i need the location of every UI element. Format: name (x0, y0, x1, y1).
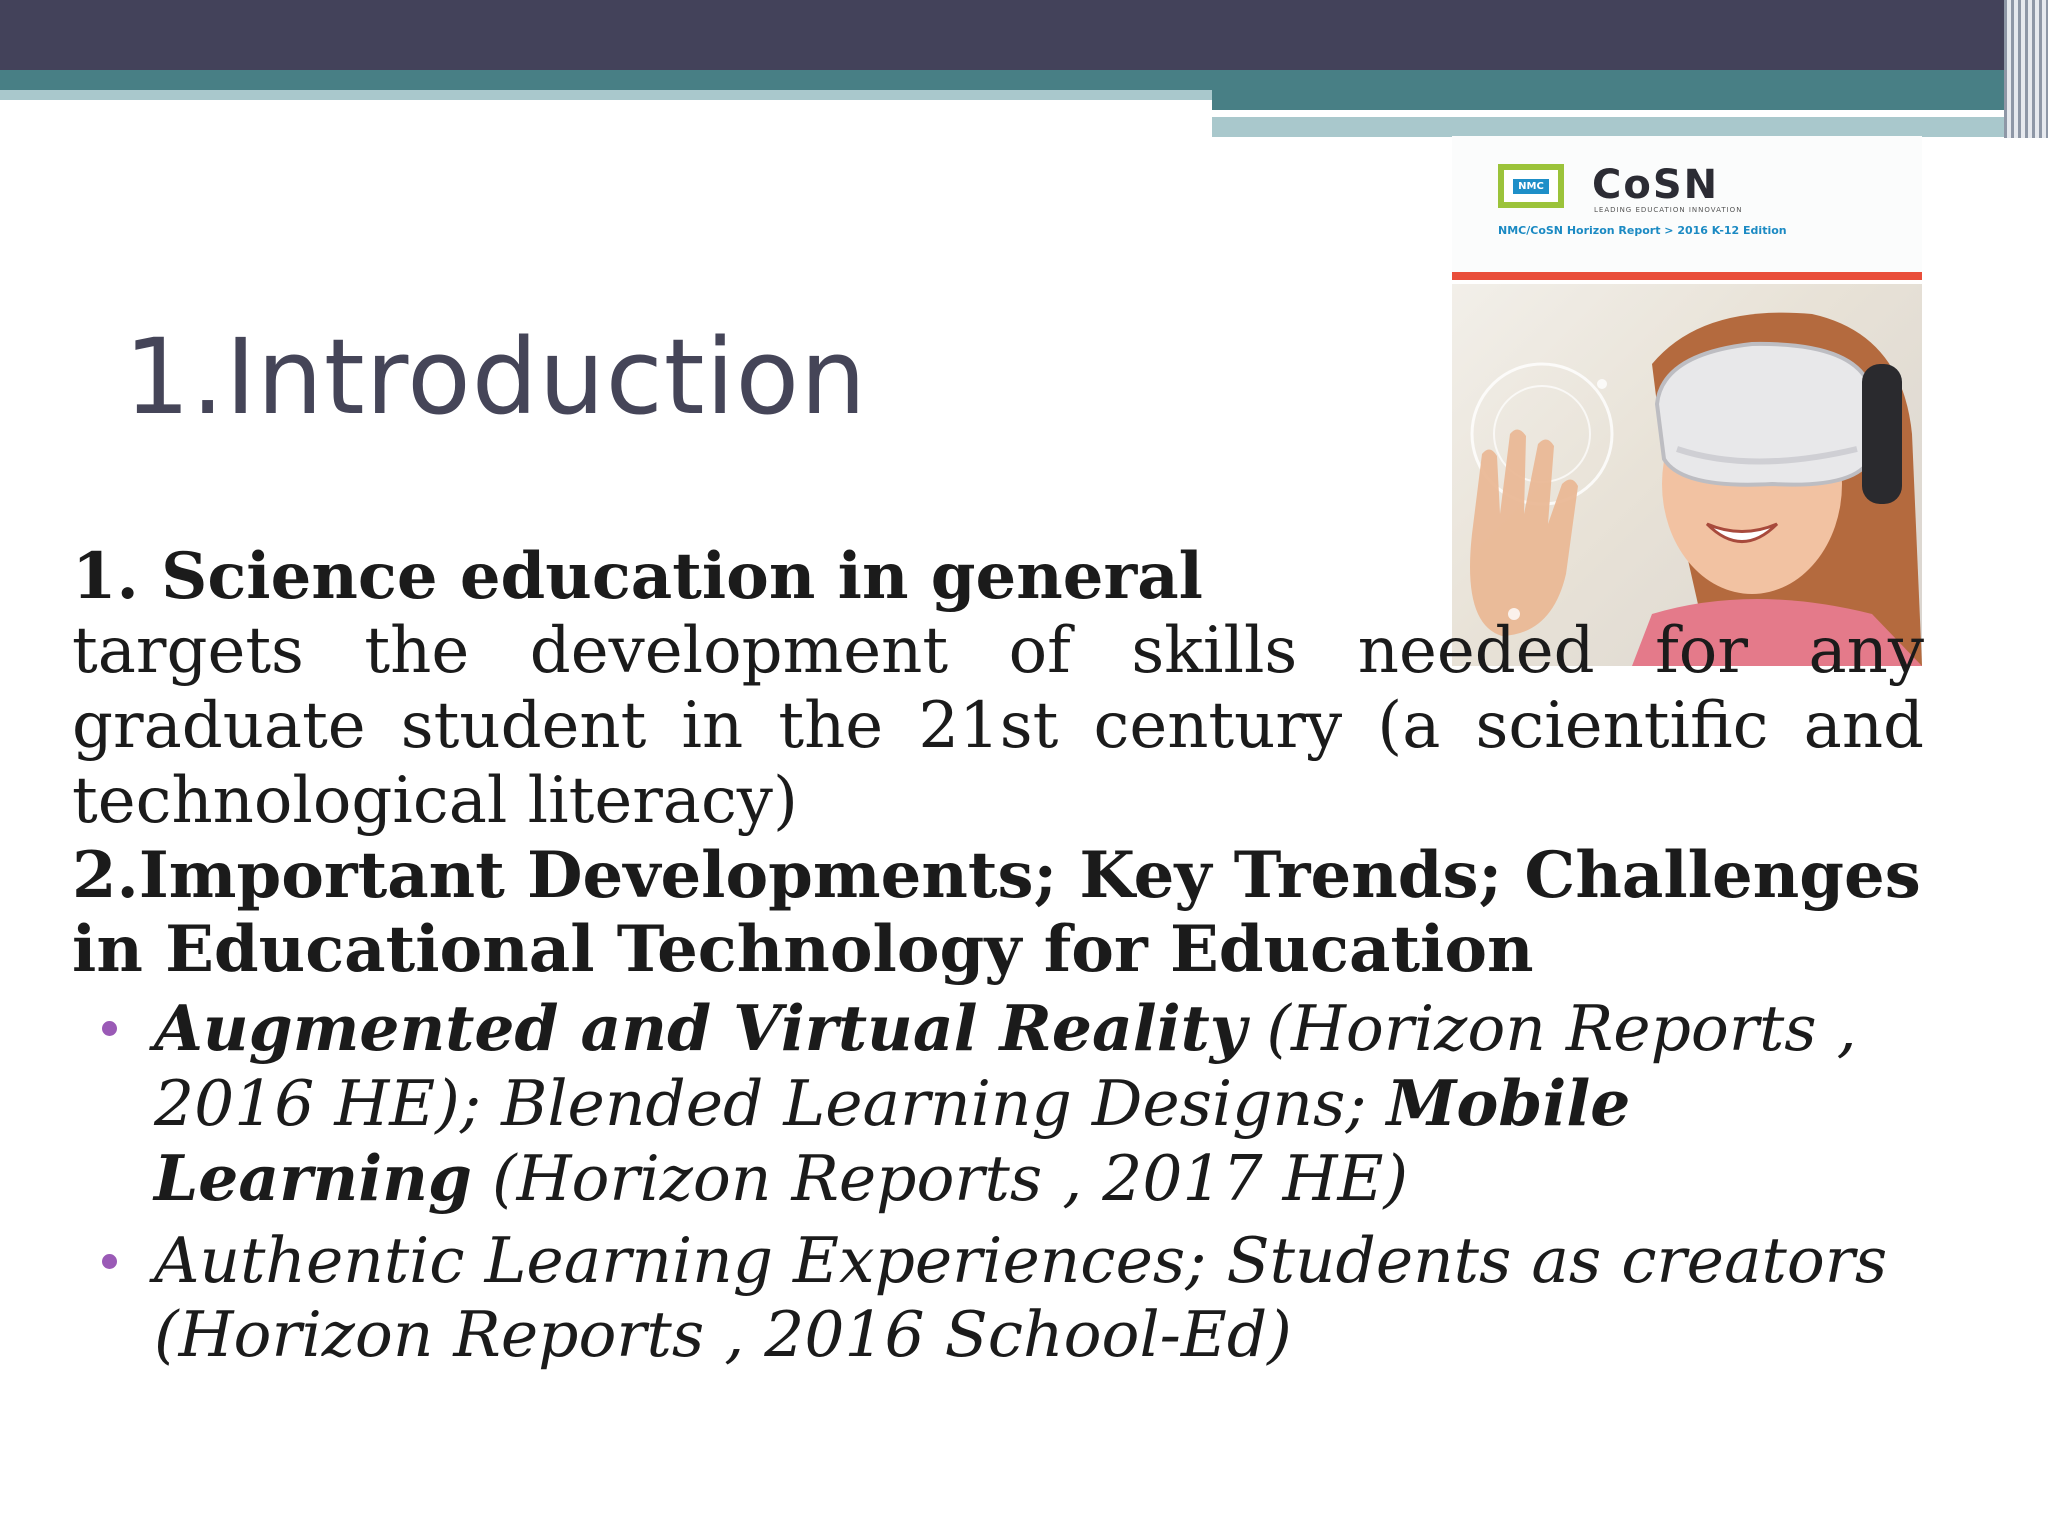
nmc-logo (1498, 164, 1564, 208)
section-1-body: targets the development of skills needed for any graduate student in the 21st century (a scientific and technological literacy) (72, 614, 1924, 838)
nmc-logo-text: NMC (1513, 179, 1549, 194)
header-band-light-right (1212, 117, 2012, 137)
header-edge-stripes (2004, 0, 2048, 138)
bullet-icon (102, 1254, 117, 1269)
header-band-teal-right (1212, 70, 2012, 110)
list-item (72, 1224, 1924, 1372)
slide-content (72, 540, 1924, 1380)
bullet-text: Authentic Learning Experiences; Students as creators (Horizon Reports , 2016 School-Ed) (154, 1224, 1888, 1371)
bullet-text: (Horizon Reports , 2016 HE); Blended Learning Designs; (154, 992, 1857, 1140)
cover-caption: NMC/CoSN Horizon Report > 2016 K-12 Edition (1498, 224, 1787, 237)
header-band-light (0, 90, 1212, 100)
term-mobile-learning: Mobile Learning (154, 1066, 1631, 1215)
section-1-heading: 1. Science education in general (72, 539, 1203, 614)
cosn-tagline: LEADING EDUCATION INNOVATION (1594, 206, 1743, 214)
header-band-dark (0, 0, 2048, 70)
bullet-text: (Horizon Reports , 2017 HE) (471, 1142, 1409, 1215)
cosn-logo: CoSN (1592, 162, 1720, 208)
section-2-heading: 2.Important Developments; Key Trends; Challenges in Educational Technology for Education (72, 838, 1921, 987)
list-item (72, 991, 1924, 1216)
cover-red-stripe (1452, 272, 1922, 280)
bullet-icon (102, 1021, 117, 1036)
term-augmented-virtual-reality: Augmented and Virtual Reality (154, 991, 1247, 1065)
cover-header (1452, 136, 1922, 272)
slide-title: 1.Introduction (124, 316, 868, 438)
header-band-teal (0, 70, 1212, 90)
trends-list (72, 991, 1924, 1372)
